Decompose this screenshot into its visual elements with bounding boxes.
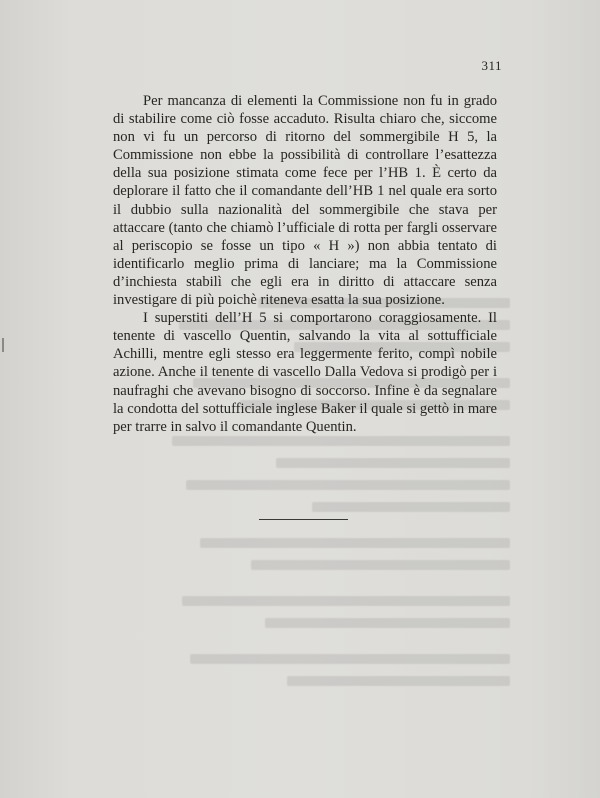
page-number: 311 [481, 58, 502, 73]
body-text [113, 92, 497, 436]
page-edge-mark [2, 338, 4, 352]
paragraph: Per mancanza di elementi la Commissione non fu in grado di stabilire come ciò fosse accaduto. Risulta chiaro che, siccome non vi fu un percorso di ritorno del sommergibile H 5, la Commissione non ebbe la possibilità di controllare l’esattezza della sua posizione stimata come fece per l’HB 1. È certo da deplorare il fatto che il comandante dell’HB 1 nel quale era sorto il dubbio sulla nazionalità del sommergibile che stava per attaccare (tanto che chiamò l’ufficiale di rotta per fargli osservare al periscopio se fosse un tipo « H ») non abbia tentato di identificarlo meglio prima di lanciare; ma la Commissione d’inchiesta stabilì che egli era in diritto di attaccare senza investigare di più poichè riteneva esatta la sua posizione. [113, 93, 497, 309]
section-divider-rule [259, 519, 348, 520]
paragraph: I superstiti dell’H 5 si comportarono coraggiosamente. Il tenente di vascello Quentin, salvando la vita al sottufficiale Achilli, mentre egli stesso era leggermente ferito, compì nobile azione. Anche il tenente di vascello Dalla Vedova si prodigò per i naufraghi che avevano bisogno di soccorso. Infine è da segnalare la condotta del sottufficiale inglese Baker il quale si gettò in mare per trarre in salvo il comandante Quentin. [113, 310, 497, 435]
